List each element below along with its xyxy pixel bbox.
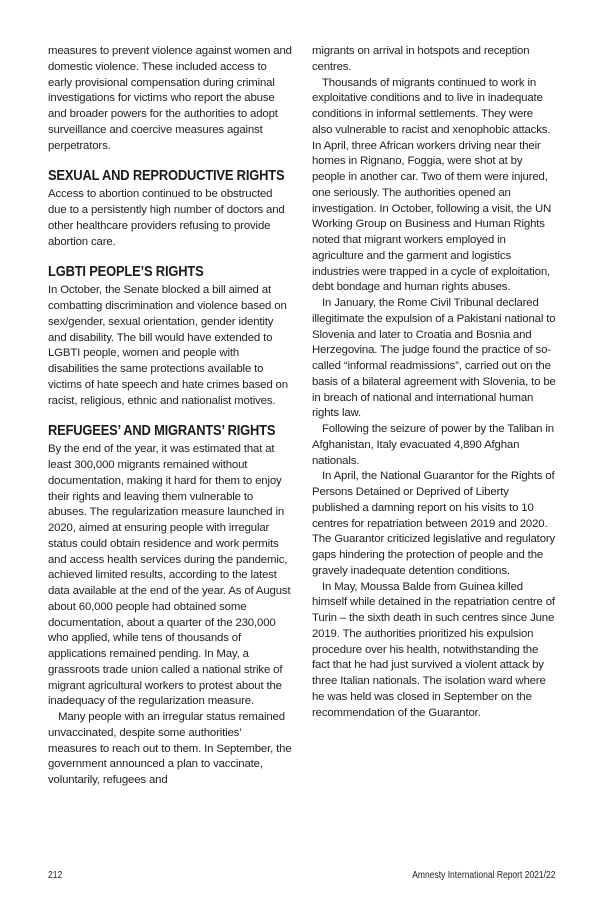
left-column: [48, 44, 292, 789]
body-paragraph: Following the seizure of power by the Taliban in Afghanistan, Italy evacuated 4,890 Afghan nationals.: [312, 423, 554, 467]
body-paragraph: In October, the Senate blocked a bill aimed at combatting discrimination and violence based on sex/gender, sexual orientation, gender identity and disability. The bill would have extended to LGBTI people, women and people with disabilities the same protections available to victims of hate speech and hate crimes based on racist, religious, ethnic and nationalist motives.: [48, 284, 288, 407]
body-paragraph: Many people with an irregular status remained unvaccinated, despite some authorities’ measures to reach out to them. In September, the government announced a plan to vaccinate, voluntarily, refugees and: [48, 711, 292, 786]
body-paragraph: In April, the National Guarantor for the Rights of Persons Detained or Deprived of Liberty published a damning report on his visits to 10 centres for repatriation between 2019 and 2020. The Guarantor criticized legislative and regulatory gaps hindering the protection of people and the gravely inadequate detention conditions.: [312, 470, 556, 577]
section-heading-refugees-migrants-rights: REFUGEES’ AND MIGRANTS’ RIGHTS: [48, 422, 276, 440]
body-paragraph: In May, Moussa Balde from Guinea killed himself while detained in the repatriation centre of Turin – the sixth death in such centres since June 2019. The authorities prioritized his expulsion procedure over his health, notwithstanding the fact that he had just survived a violent attack by three Italian nationals. The isolation ward where he was held was closed in September on the recommendation of the Guarantor.: [312, 580, 555, 719]
body-paragraph: In January, the Rome Civil Tribunal declared illegitimate the expulsion of a Pakistani national to Slovenia and later to Croatia and Bosnia and Herzegovina. The judge found the practice of so-called “informal readmissions”, carried out on the basis of a bilateral agreement with Slovenia, to be in breach of national and international human rights law.: [312, 297, 556, 420]
body-paragraph: Thousands of migrants continued to work in exploitative conditions and to live in inadequate conditions in informal settlements. They were also vulnerable to racist and xenophobic attacks. In April, three African workers driving near their homes in Rignano, Foggia, were shot at by people in another car. Two of them were injured, one seriously. The authorities opened an investigation. In October, following a visit, the UN Working Group on Business and Human Rights noted that migrant workers employed in agriculture and the garment and logistics industries were trapped in a cycle of exploitation, debt bondage and human rights abuses.: [312, 76, 552, 294]
body-paragraph: By the end of the year, it was estimated that at least 300,000 migrants remained without documentation, making it hard for them to enjoy their rights and leaving them vulnerable to abuses. The regularization measure launched in 2020, aimed at ensuring people with irregular status could obtain residence and work permits and access health services during the pandemic, achieved limited results, according to the latest data available at the end of the year. As of August about 60,000 people had obtained some documentation, about a quarter of the 230,000 who applied, while tens of thousands of applications remained pending. In May, a grassroots trade union called a national strike of migrant agricultural workers to protest about the inadequacy of the regularization measure.: [48, 443, 291, 708]
body-paragraph: migrants on arrival in hotspots and reception centres.: [312, 45, 530, 73]
page-number: 212: [48, 870, 63, 881]
intro-paragraph: measures to prevent violence against women and domestic violence. These included access to early provisional compensation during criminal investigations for victims who report the abuse and broader powers for the authorities to adopt surveillance and coercive measures against perpetrators.: [48, 45, 292, 152]
publication-title: Amnesty International Report 2021/22: [411, 870, 555, 881]
body-paragraph: Access to abortion continued to be obstructed due to a persistently high number of doctors and other healthcare providers refusing to provide abortion care.: [48, 188, 285, 248]
right-column: [312, 44, 556, 721]
section-heading-sexual-reproductive-rights: SEXUAL AND REPRODUCTIVE RIGHTS: [48, 167, 285, 185]
section-heading-lgbti-rights: LGBTI PEOPLE’S RIGHTS: [48, 263, 204, 281]
